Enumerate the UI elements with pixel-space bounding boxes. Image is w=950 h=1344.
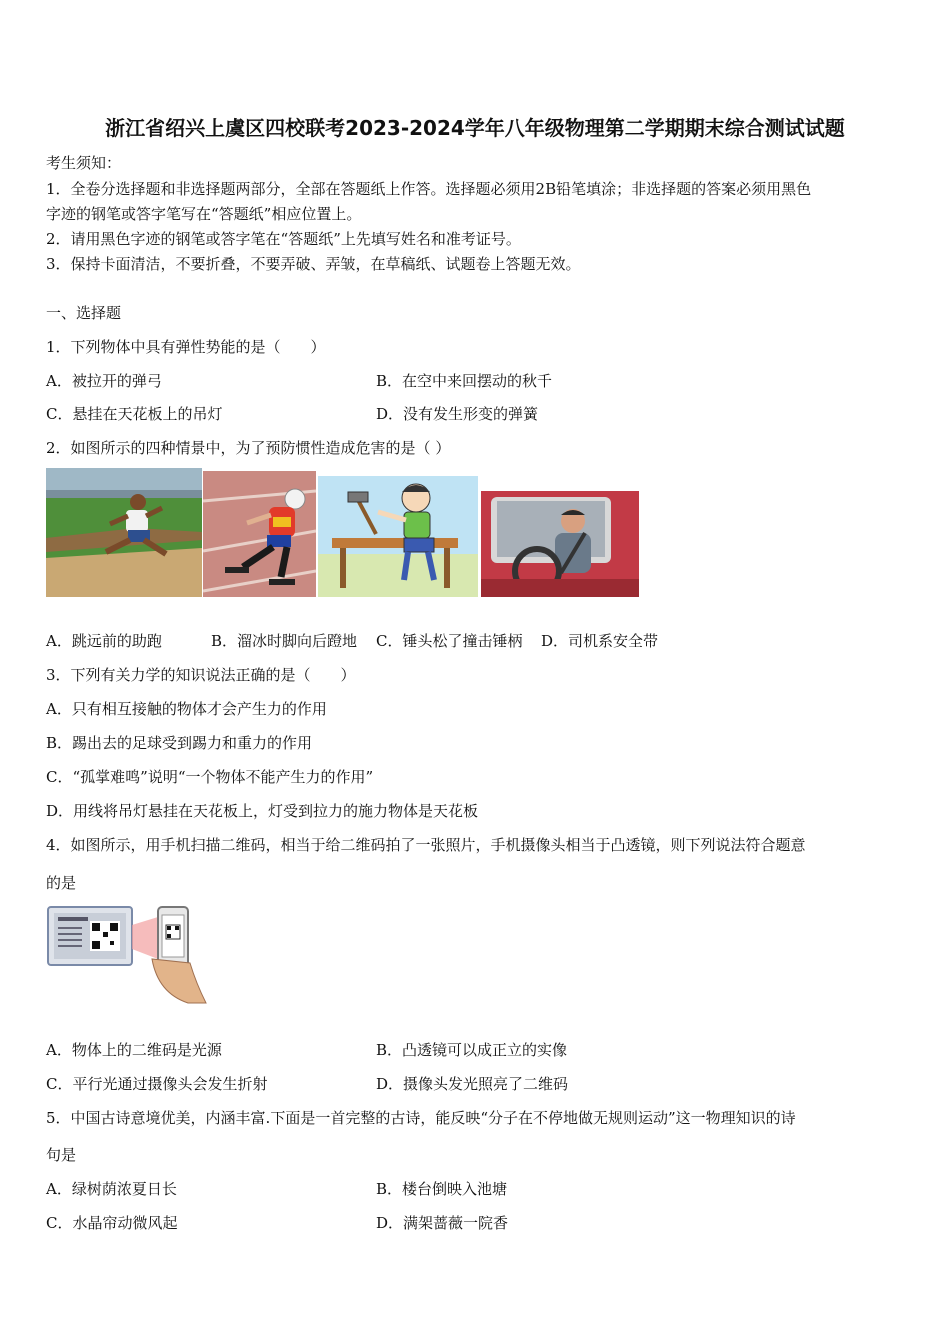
q2-option-a: A．跳远前的助跑 bbox=[46, 632, 162, 650]
notice-item-1b: 字迹的钢笔或答字笔写在“答题纸”相应位置上。 bbox=[46, 205, 362, 223]
q5-stem-a: 5．中国古诗意境优美，内涵丰富.下面是一首完整的古诗，能反映“分子在不停地做无规则运动”这一物理知识的诗 bbox=[46, 1109, 796, 1127]
q1-option-c: C．悬挂在天花板上的吊灯 bbox=[46, 405, 223, 423]
page-title: 浙江省绍兴上虞区四校联考2023-2024学年八年级物理第二学期期末综合测试试题 bbox=[105, 116, 845, 140]
q2-option-c: C．锤头松了撞击锤柄 bbox=[376, 632, 523, 650]
q2-option-d: D．司机系安全带 bbox=[541, 632, 659, 650]
q5-option-c: C．水晶帘动微风起 bbox=[46, 1214, 178, 1232]
q3-stem: 3．下列有关力学的知识说法正确的是（ ） bbox=[46, 666, 356, 684]
q5-stem-b: 句是 bbox=[46, 1146, 77, 1164]
q4-option-a: A．物体上的二维码是光源 bbox=[46, 1041, 222, 1059]
q1-option-a: A．被拉开的弹弓 bbox=[46, 372, 162, 390]
q3-option-b: B．踢出去的足球受到踢力和重力的作用 bbox=[46, 734, 313, 752]
q1-stem: 1．下列物体中具有弹性势能的是（ ） bbox=[46, 338, 326, 356]
q4-option-c: C．平行光通过摄像头会发生折射 bbox=[46, 1075, 268, 1093]
q2-stem: 2．如图所示的四种情景中，为了预防惯性造成危害的是（ ） bbox=[46, 439, 451, 457]
skating-image bbox=[203, 471, 316, 597]
q4-stem-a: 4．如图所示，用手机扫描二维码，相当于给二维码拍了一张照片，手机摄像头相当于凸透镜，则下列说法符合题意 bbox=[46, 836, 806, 854]
q4-option-b: B．凸透镜可以成正立的实像 bbox=[376, 1041, 568, 1059]
q5-option-b: B．楼台倒映入池塘 bbox=[376, 1180, 508, 1198]
notice-heading: 考生须知： bbox=[46, 154, 122, 172]
q1-option-d: D．没有发生形变的弹簧 bbox=[376, 405, 539, 423]
notice-item-2: 2．请用黑色字迹的钢笔或答字笔在“答题纸”上先填写姓名和准考证号。 bbox=[46, 230, 521, 248]
qr-scan-image bbox=[46, 903, 218, 1009]
q4-option-d: D．摄像头发光照亮了二维码 bbox=[376, 1075, 569, 1093]
seatbelt-image bbox=[481, 491, 639, 597]
q3-option-a: A．只有相互接触的物体才会产生力的作用 bbox=[46, 700, 327, 718]
notice-item-1a: 1．全卷分选择题和非选择题两部分，全部在答题纸上作答。选择题必须用2B铅笔填涂；非选择题的答案必须用黑色 bbox=[46, 180, 812, 198]
hammer-image bbox=[318, 476, 478, 597]
long-jump-image bbox=[46, 468, 202, 597]
q2-option-b: B．溜冰时脚向后蹬地 bbox=[211, 632, 358, 650]
section-heading: 一、选择题 bbox=[46, 304, 122, 322]
q4-stem-b: 的是 bbox=[46, 874, 77, 892]
q1-option-b: B．在空中来回摆动的秋千 bbox=[376, 372, 553, 390]
q3-option-c: C．“孤掌难鸣”说明“一个物体不能产生力的作用” bbox=[46, 768, 374, 786]
q5-option-a: A．绿树荫浓夏日长 bbox=[46, 1180, 177, 1198]
q5-option-d: D．满架蔷薇一院香 bbox=[376, 1214, 509, 1232]
notice-item-3: 3．保持卡面清洁，不要折叠，不要弄破、弄皱，在草稿纸、试题卷上答题无效。 bbox=[46, 255, 581, 273]
q3-option-d: D．用线将吊灯悬挂在天花板上，灯受到拉力的施力物体是天花板 bbox=[46, 802, 479, 820]
